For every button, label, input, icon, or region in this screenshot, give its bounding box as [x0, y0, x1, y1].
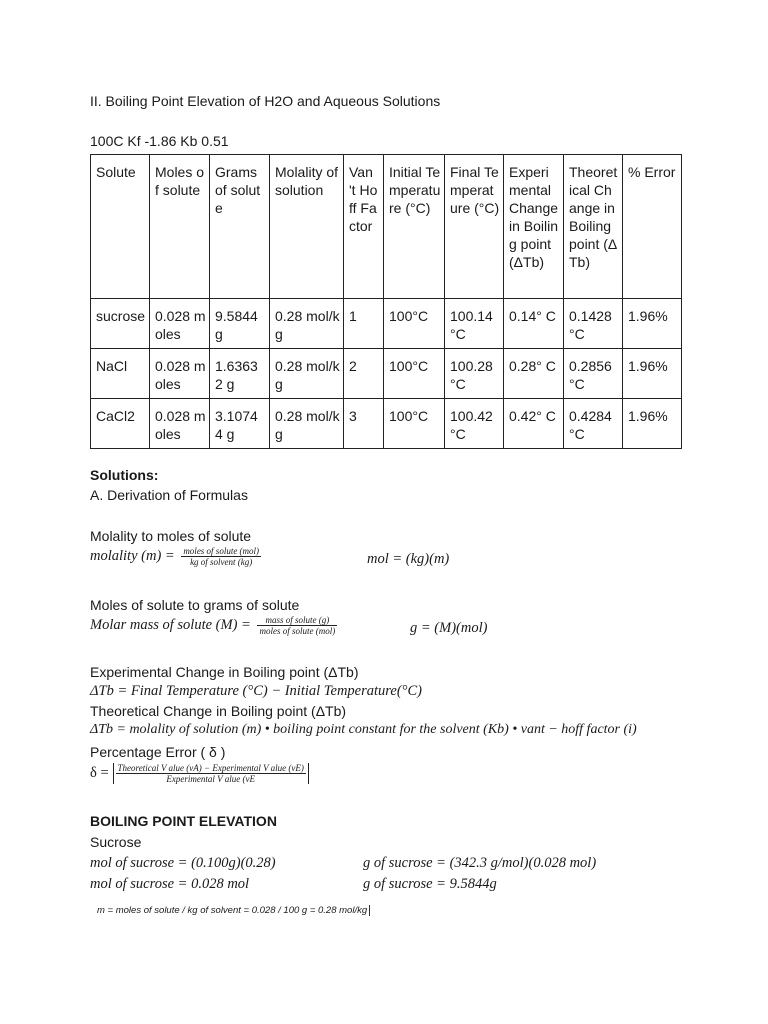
- results-table: [90, 154, 682, 449]
- table-cell: 1.96%: [623, 349, 682, 399]
- formula2-rhs: g = (M)(mol): [410, 620, 488, 636]
- table-cell: 100.28 °C: [445, 349, 504, 399]
- table-cell: 0.28° C: [504, 349, 564, 399]
- table-cell: 0.42° C: [504, 399, 564, 449]
- formula4-equation: ΔTb = molality of solution (m) • boiling point constant for the solvent (Kb) • vant − hoff factor (i): [90, 722, 637, 737]
- table-cell: 0.2856 °C: [564, 349, 623, 399]
- formula2-label: Moles of solute to grams of solute: [90, 597, 300, 613]
- table-cell: 0.028 moles: [150, 399, 210, 449]
- table-cell: 3.1074 4 g: [210, 399, 270, 449]
- table-row: [91, 349, 682, 399]
- header-cell: Experimental Change in Boiling point (ΔTb): [504, 155, 564, 299]
- molality-note: m = moles of solute / kg of solvent = 0.028 / 100 g = 0.28 mol/kg: [97, 905, 370, 916]
- table-row: [91, 399, 682, 449]
- table-cell: 0.028 moles: [150, 349, 210, 399]
- formula2-fraction: [257, 615, 337, 636]
- calc-left-line2: mol of sucrose = 0.028 mol: [90, 876, 250, 892]
- table-cell: CaCl2: [91, 399, 150, 449]
- table-cell: 100°C: [384, 399, 445, 449]
- formula2-lhs: Molar mass of solute (M) =: [90, 616, 251, 633]
- header-cell: Initial Temperature (°C): [384, 155, 445, 299]
- constants-line: 100C Kf -1.86 Kb 0.51: [90, 133, 229, 149]
- formula1-numerator: moles of solute (mol): [183, 546, 260, 556]
- formula3-equation: ΔTb = Final Temperature (°C) − Initial Temperature(°C): [90, 683, 422, 699]
- table-cell: 3: [344, 399, 384, 449]
- sucrose-label: Sucrose: [90, 834, 142, 850]
- formula5-lhs: δ =: [90, 765, 109, 781]
- formula5-numerator: Theoretical V alue (vA) − Experimental V alue (vE): [117, 763, 304, 773]
- formula1-lhs: molality (m) =: [90, 547, 175, 564]
- formula2-numerator: mass of solute (g): [257, 615, 337, 626]
- table-cell: 100.42 °C: [445, 399, 504, 449]
- header-cell: Theoretical Change in Boiling point (ΔTb): [564, 155, 623, 299]
- table-cell: sucrose: [91, 299, 150, 349]
- formula5-fraction: [116, 763, 306, 784]
- formula1-rhs: mol = (kg)(m): [367, 551, 450, 567]
- header-cell: Final Temperature (°C): [445, 155, 504, 299]
- formula3-label: Experimental Change in Boiling point (ΔTb): [90, 664, 359, 680]
- header-cell: Molality of solution: [270, 155, 344, 299]
- table-cell: 0.028 moles: [150, 299, 210, 349]
- section-title: II. Boiling Point Elevation of H2O and Aqueous Solutions: [90, 93, 441, 109]
- table-cell: 9.5844 g: [210, 299, 270, 349]
- table-cell: 1: [344, 299, 384, 349]
- table-header-row: [91, 155, 682, 299]
- formula1-equation: [90, 546, 264, 567]
- table-cell: 0.28 mol/kg: [270, 299, 344, 349]
- table-cell: 0.1428 °C: [564, 299, 623, 349]
- table-cell: 0.28 mol/kg: [270, 349, 344, 399]
- header-cell: % Error: [623, 155, 682, 299]
- header-cell: Moles of solute: [150, 155, 210, 299]
- table-cell: 2: [344, 349, 384, 399]
- table-cell: 1.96%: [623, 399, 682, 449]
- bpe-heading: BOILING POINT ELEVATION: [90, 813, 277, 829]
- formula5-equation: [90, 763, 309, 784]
- formula4-label: Theoretical Change in Boiling point (ΔTb): [90, 703, 347, 719]
- table-cell: NaCl: [91, 349, 150, 399]
- table-cell: 1.6363 2 g: [210, 349, 270, 399]
- formula5-label: Percentage Error ( δ ): [90, 744, 226, 760]
- derivation-heading: A. Derivation of Formulas: [90, 487, 248, 503]
- table-cell: 100°C: [384, 299, 445, 349]
- formula2-denominator: moles of solute (mol): [259, 626, 336, 636]
- formula1-label: Molality to moles of solute: [90, 528, 252, 544]
- formula2-equation: [90, 615, 340, 636]
- table-cell: 1.96%: [623, 299, 682, 349]
- table-cell: 100°C: [384, 349, 445, 399]
- table-cell: 100.14 °C: [445, 299, 504, 349]
- table-cell: 0.4284 °C: [564, 399, 623, 449]
- header-cell: Van 't Hoff Factor: [344, 155, 384, 299]
- header-cell: Solute: [91, 155, 150, 299]
- table-row: [91, 299, 682, 349]
- table-cell: 0.28 mol/kg: [270, 399, 344, 449]
- calc-right-line2: g of sucrose = 9.5844g: [363, 876, 497, 892]
- formula1-fraction: [181, 546, 261, 567]
- calc-left-line1: mol of sucrose = (0.100g)(0.28): [90, 855, 276, 871]
- formula1-denominator: kg of solvent (kg): [190, 557, 253, 567]
- calc-right-line1: g of sucrose = (342.3 g/mol)(0.028 mol): [363, 855, 597, 871]
- formula5-denominator: Experimental V alue (vE: [166, 774, 255, 784]
- formula5-absolute-value: [113, 763, 309, 784]
- header-cell: Grams of solute: [210, 155, 270, 299]
- table-cell: 0.14° C: [504, 299, 564, 349]
- solutions-heading: Solutions:: [90, 467, 159, 483]
